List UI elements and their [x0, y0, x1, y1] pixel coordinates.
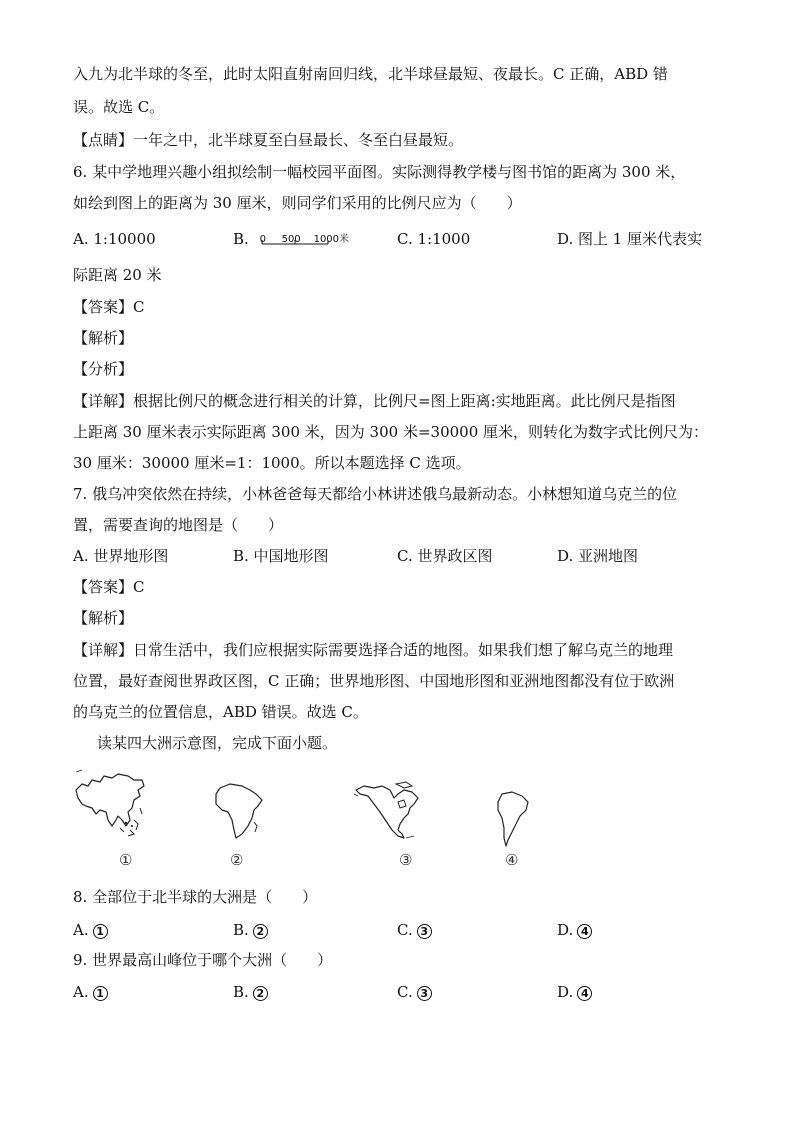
- question-6-line-2: 如绘到图上的距离为 30 厘米，则同学们采用的比例尺应为（ ）: [73, 194, 522, 212]
- q9-option-c: [397, 981, 432, 1003]
- circled-number-icon: 1: [93, 924, 108, 939]
- scale-tick-1000: 1000米: [313, 234, 350, 245]
- q6-option-d: D. 图上 1 厘米代表实: [557, 230, 703, 248]
- paragraph-line: 误。故选 C。: [73, 98, 165, 116]
- q7-option-c: C. 世界政区图: [397, 547, 493, 565]
- paragraph-line: 入九为北半球的冬至，此时太阳直射南回归线，北半球昼最短、夜最长。C 正确，ABD 错: [73, 65, 668, 83]
- q8-option-d: [557, 919, 592, 941]
- scale-tick-500: 500: [281, 234, 301, 245]
- asia-map-icon: [72, 768, 152, 843]
- q9-option-a: [73, 981, 108, 1003]
- q7-detail-line-1: 【详解】日常生活中，我们应根据实际需要选择合适的地图。如果我们想了解乌克兰的地理: [73, 641, 674, 659]
- q9-option-d: [557, 981, 592, 1003]
- q8-option-a-label: A.: [73, 921, 89, 939]
- map-label-1: ①: [119, 851, 133, 869]
- question-6-line-1: 6. 某中学地理兴趣小组拟绘制一幅校园平面图。实际测得教学楼与图书馆的距离为 300 米，: [73, 163, 686, 181]
- q6-answer: 【答案】C: [73, 298, 145, 316]
- q7-option-a: A. 世界地形图: [73, 547, 169, 565]
- circled-number-icon: 4: [577, 986, 592, 1001]
- circled-number-icon: 2: [253, 924, 268, 939]
- circled-number-icon: 4: [577, 924, 592, 939]
- map-label-4: ④: [505, 851, 519, 869]
- circled-number-icon: 3: [417, 924, 432, 939]
- q8-option-c-label: C.: [397, 921, 413, 939]
- question-9: 9. 世界最高山峰位于哪个大洲（ ）: [73, 951, 333, 969]
- q6-detail-line-2: 上距离 30 厘米表示实际距离 300 米，因为 300 米=30000 厘米，则转化为数字式比例尺为：: [73, 423, 709, 441]
- question-7-line-1: 7. 俄乌冲突依然在持续，小林爸爸每天都给小林讲述俄乌最新动态。小林想知道乌克兰的位: [73, 485, 678, 503]
- q8-option-a: [73, 919, 108, 941]
- question-7-line-2: 置，需要查询的地图是（ ）: [73, 516, 284, 534]
- q7-option-d: D. 亚洲地图: [557, 547, 639, 565]
- maps-intro: 读某四大洲示意图，完成下面小题。: [97, 734, 338, 752]
- scale-tick-0: 0: [259, 234, 266, 245]
- map-label-3: ③: [399, 851, 413, 869]
- scale-line-icon: [260, 228, 352, 250]
- circled-number-icon: 1: [93, 986, 108, 1001]
- q7-option-b: B. 中国地形图: [233, 547, 329, 565]
- q6-option-b: [233, 228, 352, 250]
- q6-detail-line-1: 【详解】根据比例尺的概念进行相关的计算，比例尺=图上距离:实地距离。此比例尺是指图: [73, 392, 676, 410]
- q6-detail-line-3: 30 厘米：30000 厘米=1：1000。所以本题选择 C 选项。: [73, 454, 471, 472]
- map-label-2: ②: [230, 851, 244, 869]
- scale-bar-icon: [260, 228, 352, 250]
- q6-analysis-heading: 【解析】: [73, 329, 134, 347]
- circled-number-icon: 2: [253, 986, 268, 1001]
- q6-option-b-label: B.: [233, 230, 249, 248]
- q6-option-d-continued: 际距离 20 米: [73, 266, 162, 284]
- q6-fenxi-heading: 【分析】: [73, 360, 134, 378]
- q8-option-c: [397, 919, 432, 941]
- q6-option-a: A. 1:10000: [73, 230, 156, 248]
- tip-line: 【点睛】一年之中，北半球夏至白昼最长、冬至白昼最短。: [73, 131, 464, 149]
- q7-answer: 【答案】C: [73, 578, 145, 596]
- circled-number-icon: 3: [417, 986, 432, 1001]
- north-america-map-icon: [352, 780, 432, 842]
- q7-analysis-heading: 【解析】: [73, 609, 134, 627]
- q7-detail-line-2: 位置，最好查阅世界政区图，C 正确；世界地形图、中国地形图和亚洲地图都没有位于欧洲: [73, 672, 675, 690]
- q8-option-b: [233, 919, 268, 941]
- q8-option-d-label: D.: [557, 921, 574, 939]
- q9-option-b: [233, 981, 268, 1003]
- q7-detail-line-3: 的乌克兰的位置信息，ABD 错误。故选 C。: [73, 703, 368, 721]
- q9-option-b-label: B.: [233, 983, 249, 1001]
- q9-option-d-label: D.: [557, 983, 574, 1001]
- south-america-map-icon: [494, 790, 534, 848]
- africa-map-icon: [210, 780, 268, 842]
- q9-option-a-label: A.: [73, 983, 89, 1001]
- q8-option-b-label: B.: [233, 921, 249, 939]
- q9-option-c-label: C.: [397, 983, 413, 1001]
- q6-option-c: C. 1:1000: [397, 230, 471, 248]
- question-8: 8. 全部位于北半球的大洲是（ ）: [73, 888, 318, 906]
